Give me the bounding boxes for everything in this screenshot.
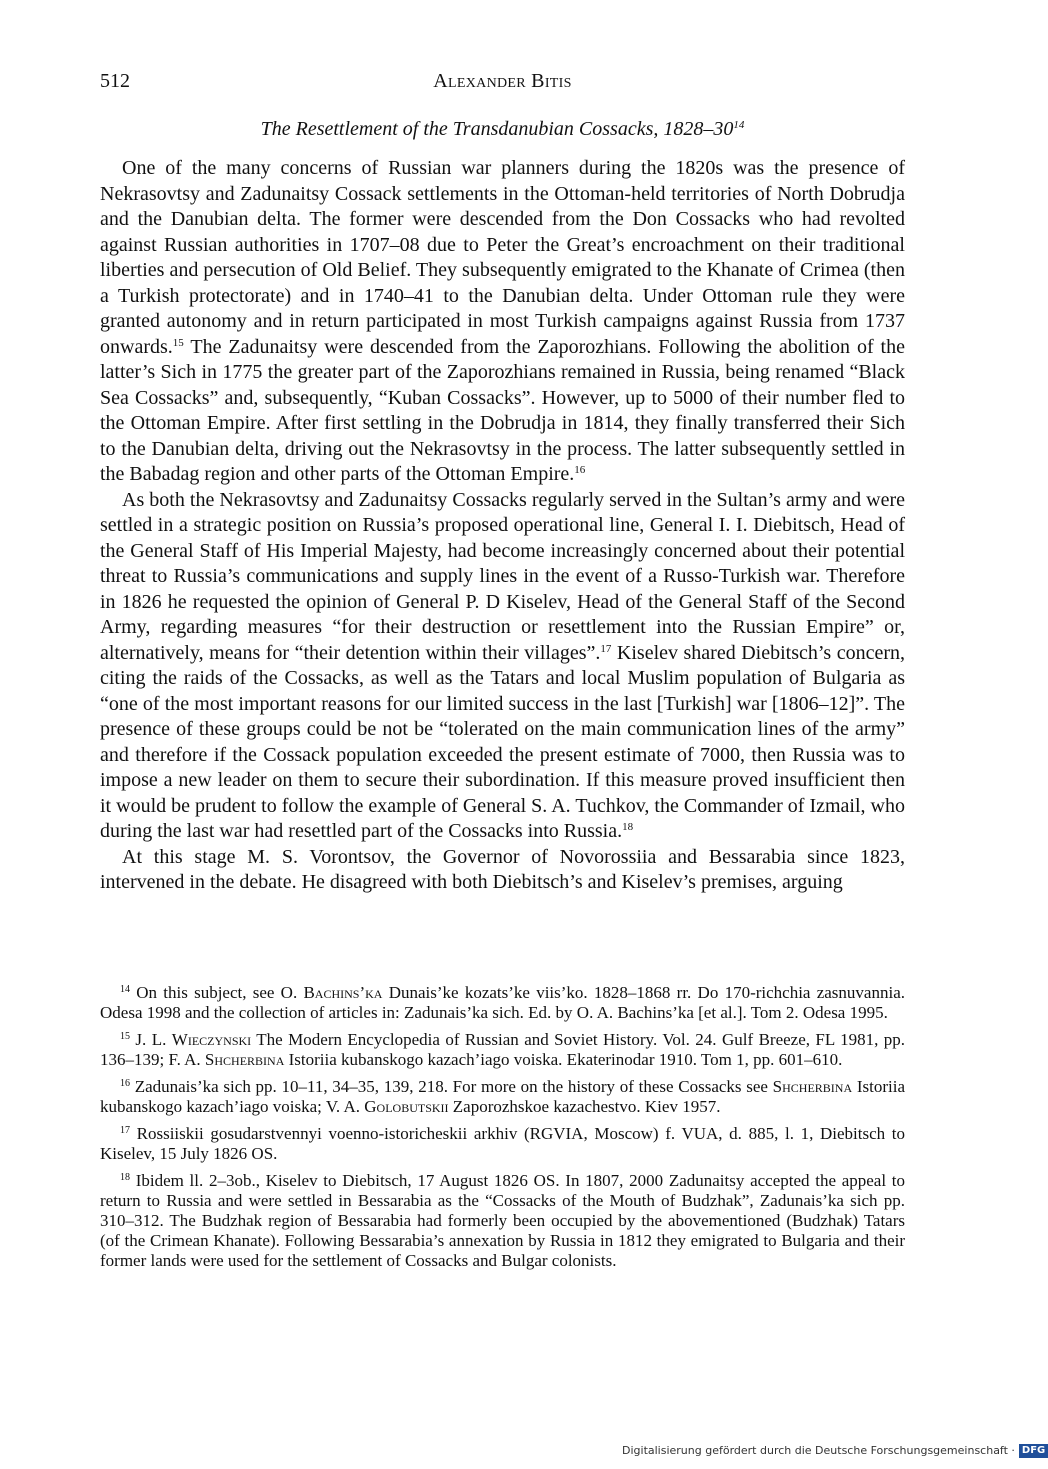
footnote-text: J. L.	[130, 1030, 172, 1049]
running-head: Alexander Bitis	[433, 70, 572, 92]
footnote	[100, 1077, 905, 1117]
footnote	[100, 1030, 905, 1070]
footnote	[100, 1171, 905, 1271]
footnote-text: Zaporozhskoe kazachestvo. Kiev 1957.	[448, 1097, 721, 1116]
footnote-number: 18	[120, 1172, 130, 1183]
footnote-text: On this subject, see O.	[130, 983, 304, 1002]
footnote-text: Dunais’ke kozats’ke viis’ko. 1828–1868 rr. Do 170-richchia zasnuvannia. Odesa 1998 and the collection of articles in: Zadunais’ka sich. Ed. by O. A. Bachins’ka [et al.]. Tom 2. Odesa 1995.	[100, 983, 905, 1022]
footnote	[100, 1124, 905, 1164]
footnote-author: Wieczynski	[171, 1030, 252, 1049]
footer-text: Digitalisierung gefördert durch die Deutsche Forschungsgemeinschaft ·	[622, 1444, 1015, 1457]
footnote-author: Shcherbina	[772, 1077, 853, 1096]
footnote-ref: 16	[574, 464, 586, 476]
page-header	[100, 70, 905, 94]
footnote	[100, 983, 905, 1023]
body-text	[100, 156, 905, 896]
footnote-number: 16	[120, 1078, 130, 1089]
footnote-number: 17	[120, 1125, 130, 1136]
footnote-author: Golobutskii	[364, 1097, 449, 1116]
footnote-text: Zadunais’ka sich pp. 10–11, 34–35, 139, 218. For more on the history of these Cossacks see	[130, 1077, 773, 1096]
footnote-ref: 18	[622, 821, 634, 833]
paragraph	[100, 156, 905, 488]
section-title-text: The Resettlement of the Transdanubian Cossacks, 1828–30	[260, 118, 734, 140]
paragraph	[100, 488, 905, 845]
footnote-ref: 17	[600, 642, 612, 655]
paragraph-text: Kiselev shared Diebitsch’s concern, citing the raids of the Cossacks, as well as the Tatars and local Muslim population of Bulgaria as “one of the most important reasons for our limited success in the last [Turkish] war [1806–12]”. The presence of these groups could be not be “tolerated on the main communication lines of the army” and therefore if the Cossack population exceeded the present estimate of 7000, then Russia was to impose a new leader on them to secure their subordination. If this measure proved insufficient then it would be prudent to follow the example of General S. A. Tuchkov, the Commander of Izmail, who during the last war had resettled part of the Cossacks into Russia.	[100, 641, 905, 842]
paragraph	[100, 845, 905, 896]
paragraph-text: At this stage M. S. Vorontsov, the Governor of Novorossiia and Bessarabia since 1823, intervened in the debate. He disagreed with both Diebitsch’s and Kiselev’s premises, arguing	[100, 845, 905, 893]
footnote-text: Ibidem ll. 2–3ob., Kiselev to Diebitsch, 17 August 1826 OS. In 1807, 2000 Zadunaitsy accepted the appeal to return to Russia and were settled in Bessarabia as the “Cossacks of the Mouth of Budzhak”, Zadunais’ka sich pp. 310–312. The Budzhak region of Bessarabia had formerly been occupied by the abovementioned (Budzhak) Tatars (of the Crimean Khanate). Following Bessarabia’s annexation by Russia in 1812 they emigrated to Bulgaria and their former lands were used for the settlement of Cossacks and Bulgar colonists.	[100, 1171, 905, 1270]
footnote-text: Istoriia kubanskogo kazach’iago voiska. Ekaterinodar 1910. Tom 1, pp. 601–610.	[284, 1050, 843, 1069]
paragraph-text: As both the Nekrasovtsy and Zadunaitsy Cossacks regularly served in the Sultan’s army and were settled in a strategic position on Russia’s proposed operational line, General I. I. Diebitsch, Head of the General Staff of His Imperial Majesty, had become increasingly concerned about their potential threat to Russia’s communications and supply lines in the event of a Russo-Turkish war. Therefore in 1826 he requested the opinion of General P. D Kiselev, Head of the General Staff of the Second Army, regarding measures “for their destruction or resettlement into the Russian Empire” or, alternatively, means for “their detention within their villages”.	[100, 488, 905, 664]
page-number: 512	[100, 70, 130, 92]
digitization-footer	[622, 1444, 1048, 1458]
footnote-ref: 14	[733, 119, 745, 131]
paragraph-text: One of the many concerns of Russian war planners during the 1820s was the presence of Nekrasovtsy and Zadunaitsy Cossack settlements in the Ottoman-held territories of North Dobrudja and the Danubian delta. The former were descended from the Don Cossacks who had revolted against Russian authorities in 1707–08 due to Peter the Great’s encroachment on their traditional liberties and persecution of Old Belief. They subsequently emigrated to the Khanate of Crimea (then a Turkish protectorate) and in 1740–41 to the Danubian delta. Under Ottoman rule they were granted autonomy and in return participated in most Turkish campaigns against Russia from 1737 onwards.	[100, 157, 905, 358]
section-title	[100, 118, 905, 141]
footnote-text: The Modern Encyclopedia of Russian and Soviet History. Vol. 24. Gulf Breeze, FL 1981, pp. 136–139; F. A.	[100, 1030, 906, 1069]
footnote-author: Shcherbina	[204, 1050, 285, 1069]
footnote-number: 14	[120, 984, 130, 995]
footnote-author: Bachins’ka	[303, 983, 383, 1002]
footnote-ref: 15	[172, 336, 184, 349]
footnote-text: Istoriia kubanskogo kazach’iago voiska; V. A.	[100, 1077, 906, 1116]
paragraph-text: The Zadunaitsy were descended from the Zaporozhians. Following the abolition of the latter’s Sich in 1775 the greater part of the Zaporozhians remained in Russia, being renamed “Black Sea Cossacks” and, subsequently, “Kuban Cossacks”. However, up to 5000 of their number fled to the Ottoman Empire. After first settling in the Dobrudja in 1814, they finally transferred their Sich to the Danubian delta, driving out the Nekrasovtsy in the process. The latter subsequently settled in the Babadag region and other parts of the Ottoman Empire.	[100, 335, 905, 485]
footnotes	[100, 983, 905, 1278]
dfg-logo-icon: DFG	[1019, 1444, 1048, 1458]
footnote-number: 15	[120, 1031, 130, 1042]
footnote-text: Rossiiskii gosudarstvennyi voenno-istoricheskii arkhiv (RGVIA, Moscow) f. VUA, d. 885, l. 1, Diebitsch to Kiselev, 15 July 1826 OS.	[100, 1124, 905, 1163]
